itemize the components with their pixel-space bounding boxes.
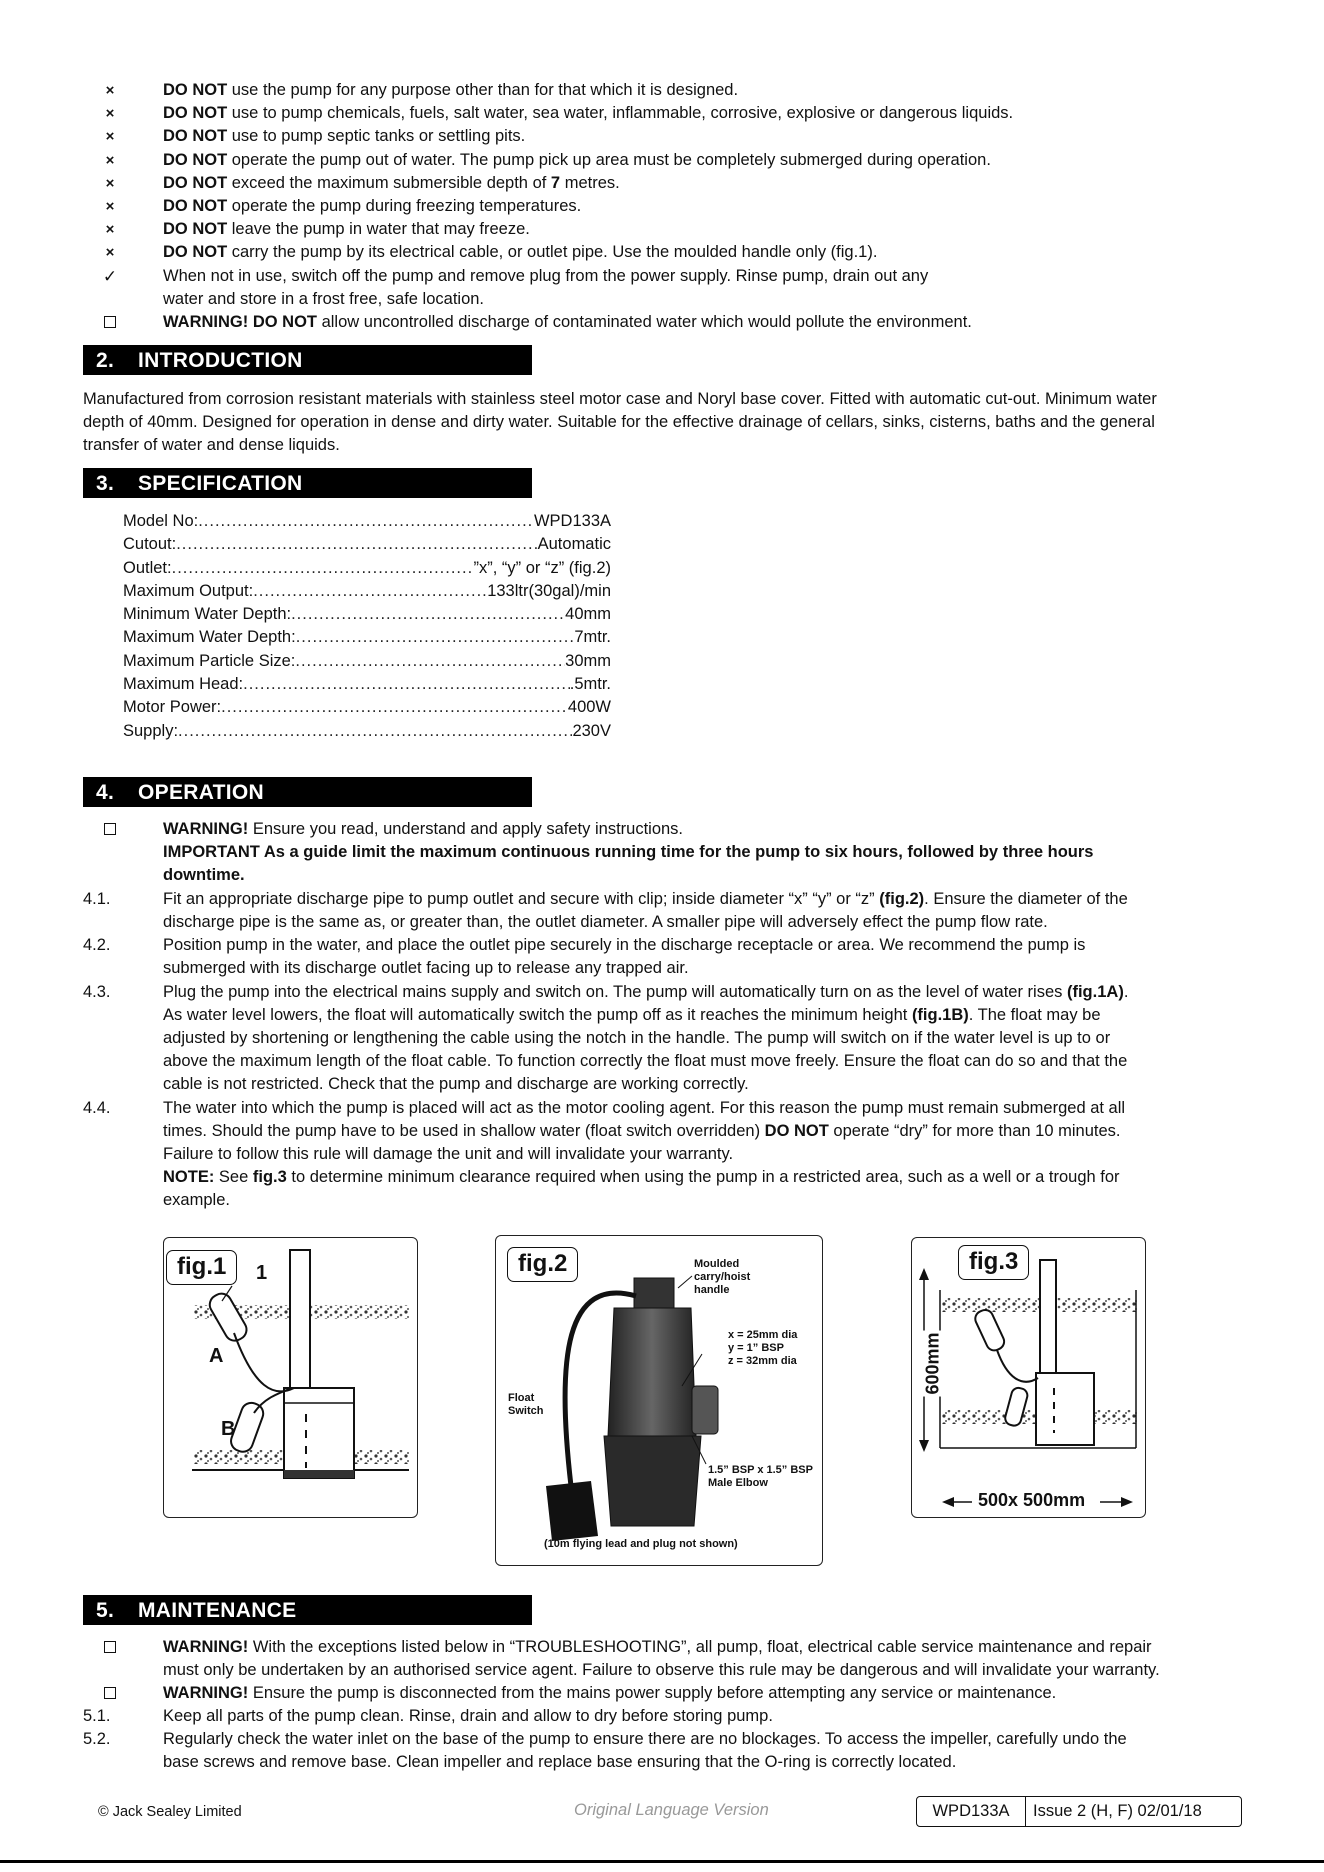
step-number: 4.1. (83, 890, 111, 908)
figure-3-label: fig.3 (958, 1245, 1029, 1280)
spec-label: Maximum Particle Size: (123, 651, 296, 670)
spec-leader (291, 603, 565, 626)
outlet-dimensions-callout: x = 25mm dia y = 1” BSP z = 32mm dia (728, 1329, 798, 1367)
figure-2-label: fig.2 (507, 1247, 578, 1282)
spec-label: Minimum Water Depth: (123, 605, 292, 624)
spec-value: 30mm (565, 651, 611, 670)
cross-icon: × (105, 128, 115, 146)
footer-issue: Issue 2 (H, F) 02/01/18 (1033, 1802, 1202, 1820)
spec-leader (243, 673, 570, 696)
checkbox-icon (100, 311, 120, 334)
spec-leader (176, 533, 537, 556)
spec-value: WPD133A (533, 512, 611, 530)
step-text: Position pump in the water, and place the outlet pipe securely in the discharge receptacle or area. We recommend the pump is submerged with its discharge outlet facing up to release any trapped air. (163, 936, 1086, 978)
handle-callout: Moulded carry/hoist handle (694, 1258, 751, 1296)
section-header-maintenance: 5. MAINTENANCE (83, 1595, 532, 1625)
figure-1-callout-1: 1 (256, 1262, 268, 1284)
spec-leader (178, 720, 572, 743)
step-number: 5.2. (83, 1730, 111, 1749)
bottom-rule (0, 1860, 1324, 1863)
step-number: 5.1. (83, 1707, 111, 1725)
spec-value: 400W (567, 698, 611, 717)
cross-icon: × (105, 174, 115, 192)
section-header-operation: 4. OPERATION (83, 777, 532, 807)
step-text: The water into which the pump is placed will act as the motor cooling agent. For this reason the pump must remain submerged at all times. Should the pump have to be used in shallow water (float switch overridden) DO NOT operate “dry” for more than 10 minutes. Failure to follow this rule will damage the unit and will invalidate your warranty. NOTE: See fig.3 to determine minimum clearance required when using the pump in a restricted area, such as a well or a trough for example. (163, 1098, 1126, 1209)
spec-leader (221, 696, 568, 719)
spec-row (123, 696, 611, 719)
checkbox-icon (100, 818, 120, 841)
spec-label: Outlet: (123, 558, 172, 577)
spec-row (123, 580, 611, 603)
checkbox-icon (100, 1636, 120, 1659)
figure-1-callout-a: A (209, 1345, 224, 1367)
spec-row (123, 650, 611, 673)
spec-value: Automatic (537, 535, 611, 554)
spec-row (123, 673, 611, 696)
cross-icon: × (105, 221, 115, 239)
introduction-text: Manufactured from corrosion resistant materials with stainless steel motor case and Noryl base cover. Fitted with automatic cut-out. Minimum water depth of 40mm. Designed for operation in dense and dirty water. Suitable for the effective drainage of cellars, sinks, cisterns, baths and the general transfer of water and dense liquids. (83, 390, 1157, 454)
spec-row (123, 720, 611, 743)
spec-row (123, 533, 611, 556)
spec-row (123, 603, 611, 626)
figure-3-width-label: 500x 500mm (978, 1490, 1086, 1510)
footer-copyright: © Jack Sealey Limited (98, 1804, 242, 1820)
spec-leader (253, 580, 487, 603)
spec-value: 40mm (565, 605, 611, 624)
spec-leader (172, 557, 474, 580)
spec-leader (198, 510, 534, 533)
spec-label: Maximum Head: (123, 675, 244, 694)
spec-leader (295, 650, 565, 673)
cross-icon: × (105, 82, 115, 99)
figure-3 (911, 1237, 1146, 1518)
step-text: Regularly check the water inlet on the base of the pump to ensure there are no blockages. To access the impeller, carefully undo the base screws and remove base. Clean impeller and replace base ensuring that the O-ring is correctly located. (163, 1730, 1127, 1772)
tick-icon: ✓ (102, 266, 118, 286)
figure-3-illustration (912, 1238, 1145, 1517)
figure-3-height-label: 600mm (922, 1332, 943, 1395)
spec-value: 230V (572, 721, 611, 740)
step-number: 4.3. (83, 982, 111, 1001)
elbow-callout: 1.5” BSP x 1.5” BSP Male Elbow (708, 1464, 813, 1489)
spec-label: Supply: (123, 721, 179, 740)
spec-row (123, 510, 611, 533)
figure-2-illustration (496, 1236, 822, 1565)
figure-2-note: (10m flying lead and plug not shown) (544, 1538, 738, 1550)
cross-icon: × (105, 151, 115, 169)
step-number: 4.4. (83, 1098, 111, 1117)
spec-value: ”x”, “y” or “z” (fig.2) (473, 558, 611, 577)
cross-icon: × (105, 105, 115, 123)
cross-icon: × (105, 198, 115, 215)
section-header-specification: 3. SPECIFICATION (83, 468, 532, 498)
spec-label: Cutout: (123, 535, 177, 554)
float-switch-callout: Float Switch (508, 1392, 544, 1417)
spec-value: .5mtr. (569, 675, 611, 694)
checkbox-icon (100, 1682, 120, 1705)
spec-row (123, 626, 611, 649)
step-number: 4.2. (83, 936, 111, 955)
figure-1-label: fig.1 (166, 1250, 237, 1285)
manual-page: × DO NOT use the pump for any purpose other than for that which it is designed. × DO NOT use to pump chemicals, fuels, salt water, sea water, inflammable, corrosive, explosive or dangerous liquids. × DO NOT use to pump septic tanks or settling pits. × DO NOT operate the pump out of water. The pump pick up area must be completely submerged during operation. × DO NOT exceed the maximum submersible depth of 7 metres. × DO NOT operate the pump during freezing temperatures. × DO NOT leave the pump in water that may freeze. × DO NOT carry the pump by its electrical cable, or outlet pipe. Use the moulded handle only (fig.1). ✓ When not in use, switch off the pump and remove plug from the power supply. Rinse pump, drain out any water and store in a frost free, safe location. WARNING! DO NOT allow uncontrolled discharge of contaminated water which would pollute the environment. 2. INTRODUCTION Manufactured from corrosion resistant materials with stainless steel motor case and Noryl base cover. Fitted with automatic cut-out. Minimum water depth of 40mm. Designed for operation in dense and dirty water. Suitable for the effective drainage of cellars, sinks, cisterns, baths and the general transfer of water and dense liquids. 3. SPECIFICATION Model No: ..... WPD133A Cutout: ..... Automatic Outlet: ..... ”x”, “y” or “z” (fig.2) Maximum Output: ..... 133ltr(30gal)/min Minimum Water Depth: ..... 40mm Maximum Water Depth: ..... 7mtr. Maximum Particle Size: ..... 30mm Maximum Head: ..... .5mtr. Motor Power: ..... 400W Supply: ..... 230V 4. OPERATION WARNING! Ensure you read, understand and apply safety instructions. IMPORTANT As a guide limit the maximum continuous running time for the pump to six hours, followed by three hours downtime. 4.1. Fit an appropriate discharge pipe to pump outlet and secure with clip; inside diameter “x” “y” or “z” (fig.2). Ensure the diameter of the discharge pipe is the same as, or greater than, the outlet diameter. A smaller pipe will adversely effect the pump flow rate. 4.2. Position pump in the water, and place the outlet pipe securely in the discharge receptacle or area. We recommend the pump is submerged with its discharge outlet facing up to release any trapped air. 4.3. Plug the pump into the electrical mains supply and switch on. The pump will automatically turn on as the level of water rises (fig.1A). As water level lowers, the float will automatically switch the pump off as it reaches the minimum height (fig.1B). The float may be adjusted by shortening or lengthening the cable using the notch in the handle. The pump will switch on if the water level is up to or above the maximum length of the float cable. To function correctly the float must move freely. Ensure the float can do so and that the cable is not restricted. Check that the pump and discharge are working correctly. 4.4. The water into which the pump is placed will act as the motor cooling agent. For this reason the pump must remain submerged at all times. Should the pump have to be used in shallow water (float switch overridden) DO NOT operate “dry” for more than 10 minutes. Failure to follow this rule will damage the unit and will invalidate your warranty. NOTE: See fig.3 to determine minimum clearance required when using the pump in a restricted area, such as a well or a trough for example. fig.1 1 A B fig.2 Moulded carry/hoist handle x = 25mm dia y = 1” BSP z = 32mm dia Float Switch 1.5” BSP x 1.5” BSP Male Elbow (10m flying lead and plug not shown) fig.3 600mm 500x 500mm 5. MAINTENANCE WARNING! With the exceptions listed below in “TROUBLESHOOTING”, all pump, float, electrical cable service maintenance and repair must only be undertaken by an authorised service agent. Failure to observe this rule may be dangerous and will invalidate your warranty. WARNING! Ensure the pump is disconnected from the mains power supply before attempting any service or maintenance. 5.1. Keep all parts of the pump clean. Rinse, drain and allow to dry before storing pump. 5.2. Regularly check the water inlet on the base of the pump to ensure there are no blockages. To access the impeller, carefully undo the base screws and remove base. Clean impeller and replace base ensuring that the O-ring is correctly located. © Jack Sealey Limited Original Language Version WPD133A Issue 2 (H, F) 02/01/18 (0, 0, 1324, 1872)
figure-2 (495, 1235, 823, 1566)
step-text: Plug the pump into the electrical mains supply and switch on. The pump will automatically turn on as the level of water rises (fig.1A). As water level lowers, the float will automatically switch the pump off as it reaches the minimum height (fig.1B). The float may be adjusted by shortening or lengthening the cable using the notch in the handle. The pump will switch on if the water level is up to or above the maximum length of the float cable. To function correctly the float must move freely. Ensure the float can do so and that the cable is not restricted. Check that the pump and discharge are working correctly. (163, 982, 1129, 1093)
spec-label: Maximum Output: (123, 581, 254, 600)
spec-label: Motor Power: (123, 698, 222, 717)
spec-row (123, 557, 611, 580)
footer-version-note: Original Language Version (574, 1801, 769, 1819)
step-text: Fit an appropriate discharge pipe to pump outlet and secure with clip; inside diameter “x” “y” or “z” (fig.2). Ensure the diameter of the discharge pipe is the same as, or greater than, the outlet diameter. A smaller pipe will adversely effect the pump flow rate. (163, 890, 1128, 931)
spec-value: 133ltr(30gal)/min (487, 581, 611, 600)
step-text: Keep all parts of the pump clean. Rinse, drain and allow to dry before storing pump. (163, 1707, 773, 1725)
specification-table (123, 510, 611, 743)
footer-model-issue (916, 1796, 1242, 1827)
spec-value: 7mtr. (574, 628, 611, 647)
footer-model: WPD133A (917, 1797, 1026, 1826)
spec-leader (296, 626, 575, 649)
section-header-introduction: 2. INTRODUCTION (83, 345, 532, 375)
figure-1-callout-b: B (221, 1418, 236, 1440)
figure-1 (163, 1237, 418, 1518)
spec-label: Model No: (123, 512, 199, 530)
spec-label: Maximum Water Depth: (123, 628, 296, 647)
cross-icon: × (105, 244, 115, 262)
